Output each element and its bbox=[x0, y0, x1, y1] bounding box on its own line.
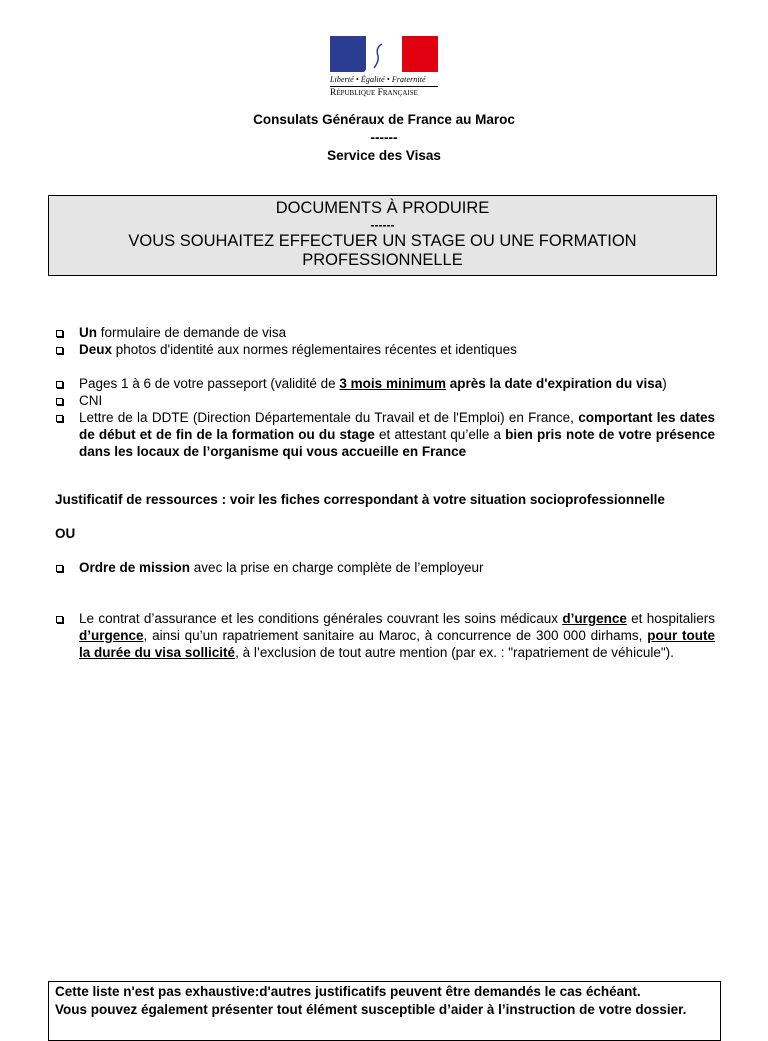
list-item-cni: CNI bbox=[55, 392, 715, 409]
list-item-ddte-letter: Lettre de la DDTE (Direction Départementale du Travail et de l'Emploi) en France, comportant les dates de début et de fin de la formation ou du stage et attestant qu’elle a bien pris note de votre présence dans les locaux de l’organisme qui vous accueille en France bbox=[55, 409, 715, 460]
list-item-photos: Deux photos d'identité aux normes réglementaires récentes et identiques bbox=[55, 341, 715, 358]
logo-divider bbox=[330, 86, 438, 87]
tricolor-flag bbox=[330, 36, 438, 72]
resources-note: Justificatif de ressources : voir les fiches correspondant à votre situation socioprofessionnelle bbox=[55, 492, 665, 507]
checkbox-bullet-icon bbox=[56, 330, 63, 337]
document-list-mission bbox=[55, 559, 715, 576]
checkbox-bullet-icon bbox=[56, 415, 63, 422]
marianne-icon bbox=[360, 38, 404, 72]
republic-motto: Liberté • Égalité • Fraternité bbox=[330, 75, 426, 84]
checkbox-bullet-icon bbox=[56, 565, 63, 572]
title-line-1: DOCUMENTS À PRODUIRE bbox=[275, 199, 490, 217]
list-item-passport: Pages 1 à 6 de votre passeport (validité de 3 mois minimum après la date d'expiration du visa) bbox=[55, 375, 715, 392]
or-separator: OU bbox=[55, 526, 76, 541]
consulate-name: Consulats Généraux de France au Maroc bbox=[253, 112, 515, 127]
disclaimer-box bbox=[48, 981, 721, 1041]
header-separator: ------ bbox=[370, 130, 398, 145]
checkbox-bullet-icon bbox=[56, 616, 63, 623]
checkbox-bullet-icon bbox=[56, 347, 63, 354]
list-item-insurance: Le contrat d’assurance et les conditions générales couvrant les soins médicaux d’urgence et hospitaliers d’urgence, ainsi qu’un rapatriement sanitaire au Maroc, à concurrence de 300 000 dirhams, pour toute la durée du visa sollicité, à l’exclusion de tout autre mention (par ex. : "rapatriement de véhicule"). bbox=[55, 610, 715, 661]
republique-francaise-logo bbox=[330, 36, 440, 98]
title-separator: ------ bbox=[370, 218, 395, 232]
document-header bbox=[0, 111, 768, 165]
document-list-insurance bbox=[55, 610, 715, 661]
list-item-mission-order: Ordre de mission avec la prise en charge complète de l’employeur bbox=[55, 559, 715, 576]
checkbox-bullet-icon bbox=[56, 398, 63, 405]
disclaimer-line-2: Vous pouvez également présenter tout élément susceptible d’aider à l’instruction de votre dossier. bbox=[55, 1002, 687, 1017]
document-list-identity bbox=[55, 375, 715, 460]
title-box bbox=[48, 195, 717, 276]
document-list-basic bbox=[55, 324, 715, 358]
disclaimer-line-1: Cette liste n'est pas exhaustive:d'autres justificatifs peuvent être demandés le cas échéant. bbox=[55, 984, 641, 999]
service-name: Service des Visas bbox=[327, 148, 441, 163]
republic-name: République Française bbox=[330, 88, 418, 98]
list-item-visa-form: Un formulaire de demande de visa bbox=[55, 324, 715, 341]
checkbox-bullet-icon bbox=[56, 381, 63, 388]
title-line-2: VOUS SOUHAITEZ EFFECTUER UN STAGE OU UNE FORMATION PROFESSIONNELLE bbox=[128, 232, 637, 269]
